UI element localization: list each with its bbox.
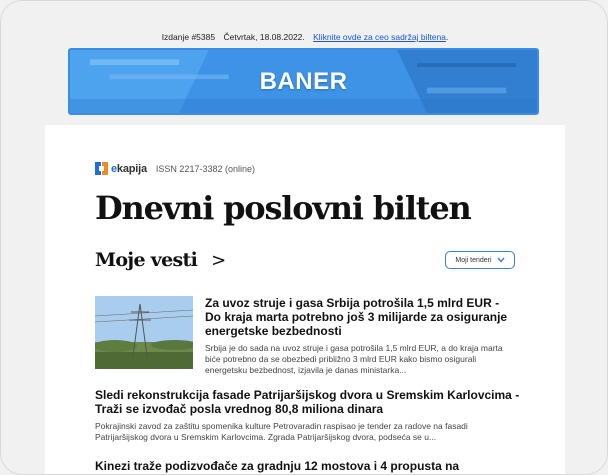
page-title: Dnevni poslovni bilten xyxy=(95,189,471,227)
article-summary: Srbija je do sada na uvoz struje i gasa potrošila 1,5 mlrd EUR, a do kraja marta biće potrebno da se obezbedi približno 3 mlrd EUR kako bismo osigurali energetsku bezbednost, izjavila je danas ministarka... xyxy=(205,343,503,375)
issue-date: Četvrtak, 18.08.2022. xyxy=(223,32,305,42)
article-title[interactable]: Za uvoz struje i gasa Srbija potrošila 1,5 mlrd EUR - Do kraja marta potrebno još 3 milijarde za osiguranje energetske bezbednosti xyxy=(205,296,508,338)
article-thumbnail[interactable] xyxy=(95,296,193,369)
article-title[interactable]: Kinezi traže podizvođače za gradnju 12 mostova i 4 propusta na xyxy=(95,459,460,473)
chevron-down-icon xyxy=(497,257,505,263)
section-title: Moje vesti xyxy=(95,249,198,271)
chevron-right-icon: > xyxy=(211,249,226,271)
news-item[interactable] xyxy=(95,388,520,443)
issue-line xyxy=(1,32,608,42)
news-item[interactable] xyxy=(95,459,520,473)
section-header[interactable] xyxy=(95,249,226,271)
banner-label: BANER xyxy=(259,67,348,95)
newsletter-card xyxy=(45,125,565,475)
ekapija-logo[interactable]: ekapija xyxy=(111,162,147,175)
article-summary: Pokrajinski zavod za zaštitu spomenika kulture Petrovaradin raspisao je tender za radove na fasadi Patrijaršijskog dvora u Sremskim Karlovcima. Zgrada Patrijaršijskog dvora, podseća se u... xyxy=(95,421,468,442)
banner-ad[interactable] xyxy=(68,48,539,115)
issn-label: ISSN 2217-3382 (online) xyxy=(155,163,255,174)
moji-tenderi-button[interactable] xyxy=(445,251,515,269)
issue-number: Izdanje #5385 xyxy=(161,32,216,42)
brand-bar xyxy=(95,162,255,175)
full-bulletin-link[interactable]: Kliknite ovde za ceo sadržaj biltena xyxy=(313,32,446,42)
moji-tenderi-label: Moji tenderi xyxy=(455,256,492,264)
article-body xyxy=(205,296,515,376)
link-suffix: . xyxy=(445,32,449,42)
article-title[interactable]: Sledi rekonstrukcija fasade Patrijaršijskog dvora u Sremskim Karlovcima - Traži se izvođač posla vrednog 80,8 miliona dinara xyxy=(95,388,520,416)
ekapija-logo-icon xyxy=(95,162,108,175)
